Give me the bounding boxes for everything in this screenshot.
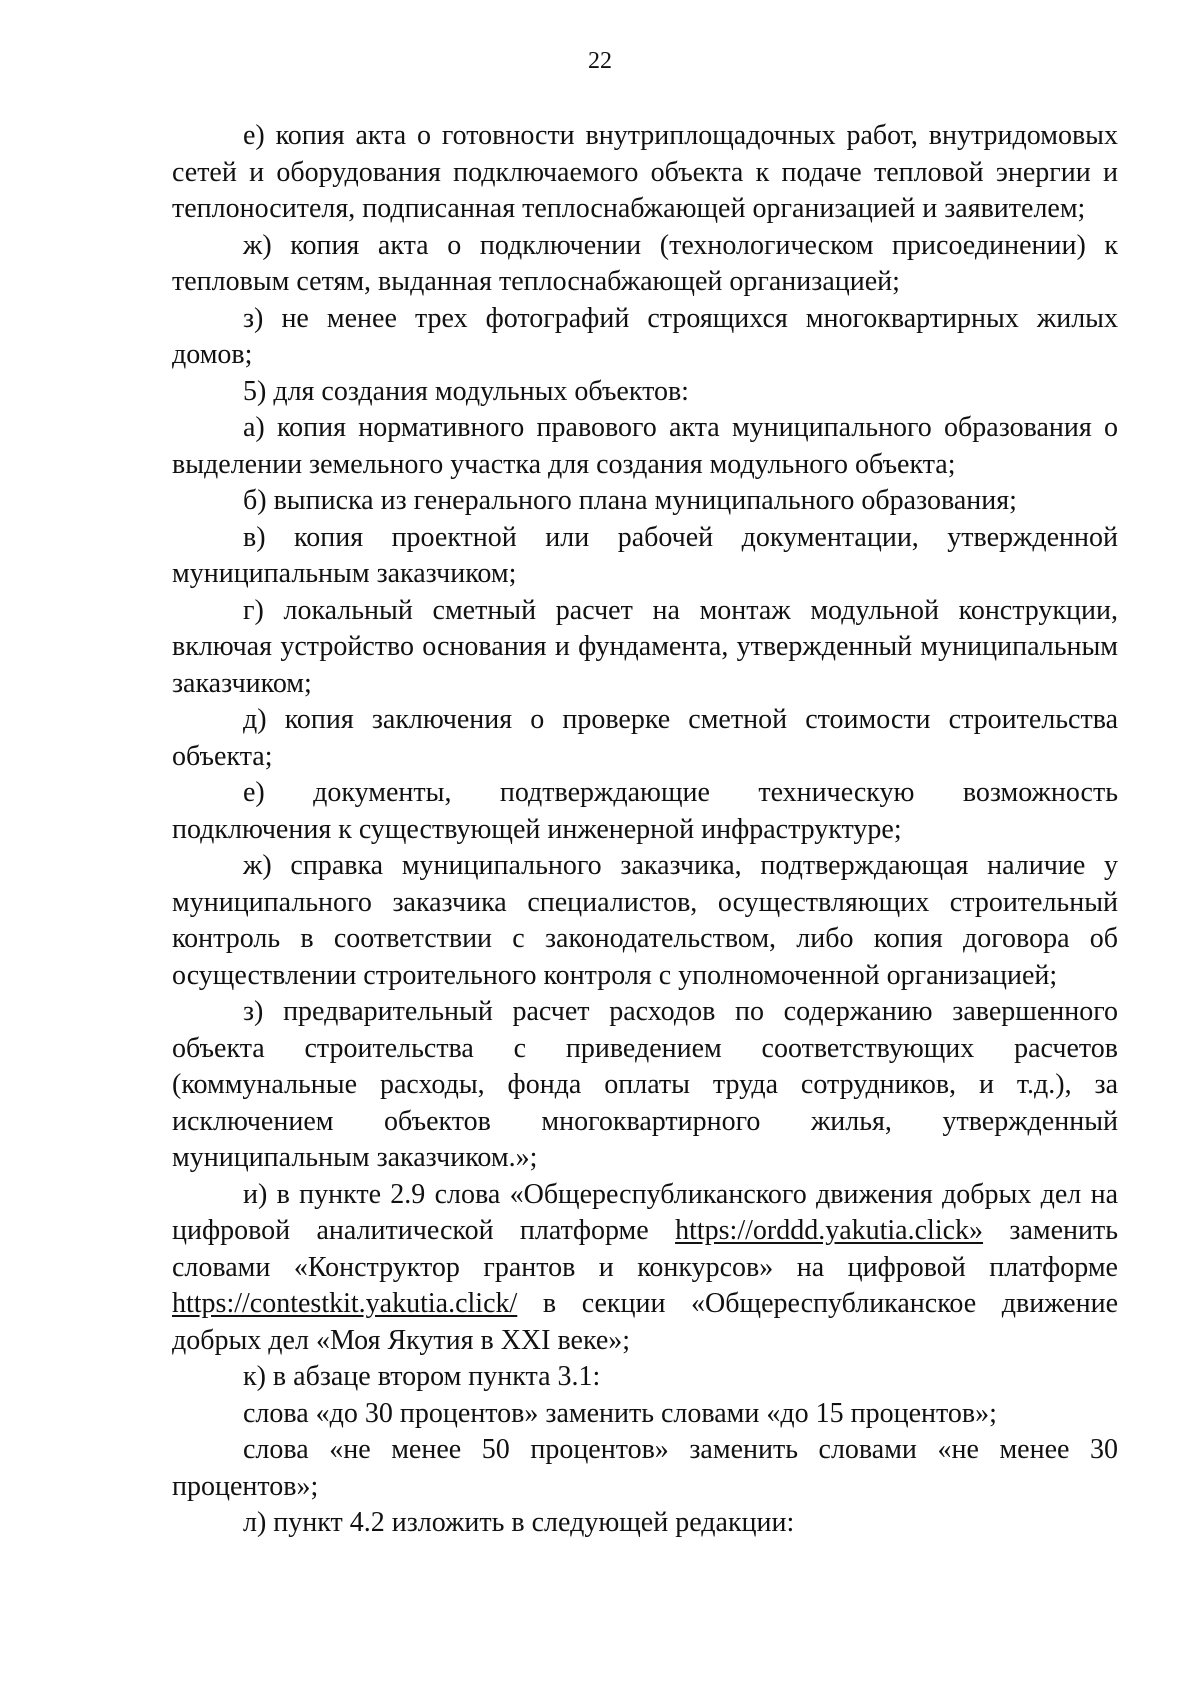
paragraph-i-point-2-9 — [172, 1177, 1118, 1360]
paragraph-5-modular-objects: 5) для создания модульных объектов: — [243, 375, 689, 407]
paragraph-zh-act-connection: ж) копия акта о подключении (технологическом присоединении) к тепловым сетям, выданная теплоснабжающей организацией; — [172, 229, 1118, 297]
paragraph-zh-customer-certificate: ж) справка муниципального заказчика, подтверждающая наличие у муниципального заказчика специалистов, осуществляющих строительный контроль в соответствии с законодательством, либо копия договора об осуществлении строительного контроля с уполномоченной организацией; — [172, 850, 1118, 991]
paragraph-z-photos: з) не менее трех фотографий строящихся многоквартирных жилых домов; — [172, 302, 1118, 370]
page-number: 22 — [588, 48, 612, 74]
paragraph-i-text-3: в секции «Общереспубликанское движение добрых дел «Моя Якутия в XXI веке»; — [172, 1288, 1118, 1356]
contestkit-link[interactable]: https://contestkit.yakutia.click/ — [172, 1288, 518, 1319]
paragraph-e-technical-possibility: е) документы, подтверждающие техническую возможность подключения к существующей инженерной инфраструктуре; — [172, 777, 1118, 845]
paragraph-g-local-estimate: г) локальный сметный расчет на монтаж модульной конструкции, включая устройство основания и фундамента, утвержденный муниципальным заказчиком; — [172, 594, 1118, 699]
paragraph-l-point-4-2: л) пункт 4.2 изложить в следующей редакции: — [243, 1507, 795, 1538]
paragraph-z-expense-calculation: з) предварительный расчет расходов по содержанию завершенного объекта строительства с приведением соответствующих расчетов (коммунальные расходы, фонда оплаты труда сотрудников, и т.д.), за исключением объектов многоквартирного жилья, утвержденный муниципальным заказчиком.»; — [172, 996, 1118, 1173]
document-body — [172, 118, 1118, 1542]
paragraph-i-text-2: заменить словами «Конструктор грантов и конкурсов» на цифровой платформе — [172, 1215, 1119, 1283]
paragraph-e-act-readiness: е) копия акта о готовности внутриплощадочных работ, внутридомовых сетей и оборудования подключаемого объекта к подаче тепловой энергии и теплоносителя, подписанная теплоснабжающей организацией и заявителем; — [172, 120, 1118, 224]
paragraph-v-project-docs: в) копия проектной или рабочей документации, утвержденной муниципальным заказчиком; — [172, 521, 1118, 589]
paragraph-replace-50-percent: слова «не менее 50 процентов» заменить словами «не менее 30 процентов»; — [172, 1434, 1118, 1502]
paragraph-k-point-3-1: к) в абзаце втором пункта 3.1: — [243, 1361, 601, 1392]
paragraph-i-text-1: и) в пункте 2.9 слова «Общереспубликанского движения добрых дел на цифровой аналитической платформе — [172, 1178, 1118, 1246]
paragraph-replace-30-percent: слова «до 30 процентов» заменить словами «до 15 процентов»; — [243, 1397, 997, 1429]
orddd-link[interactable]: https://orddd.yakutia.click» — [675, 1215, 984, 1246]
paragraph-d-estimate-check: д) копия заключения о проверке сметной стоимости строительства объекта; — [172, 704, 1118, 772]
paragraph-a-normative-act: а) копия нормативного правового акта муниципального образования о выделении земельного участка для создания модульного объекта; — [172, 412, 1118, 480]
paragraph-b-general-plan: б) выписка из генерального плана муниципального образования; — [243, 485, 1017, 516]
